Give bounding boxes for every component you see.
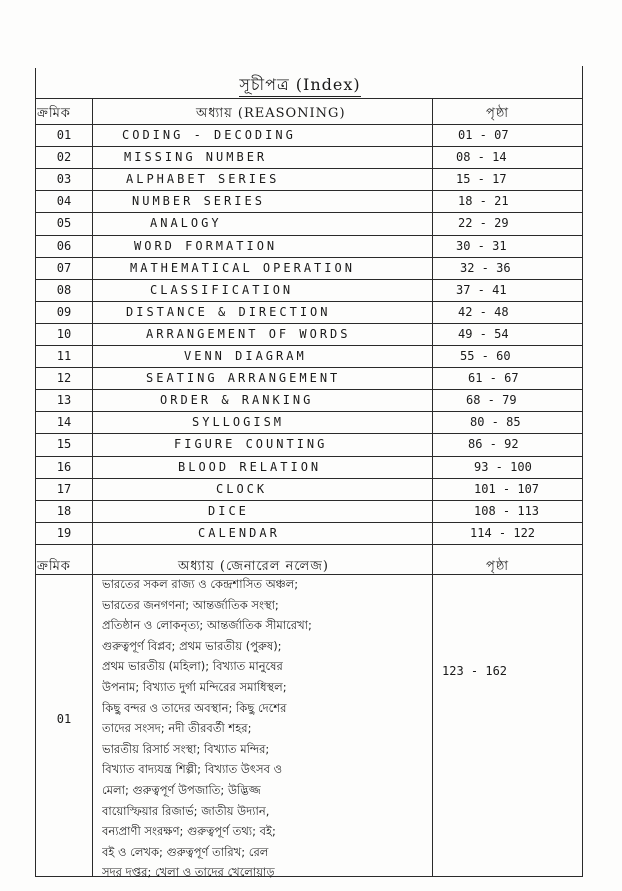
gk-topic-line: মেলা; গুরুত্বপূর্ণ উপজাতি; উদ্ভিজ্জ [102,782,261,797]
row-pages: 114 - 122 [470,526,536,540]
row-line [35,522,583,523]
row-pages: 08 - 14 [456,150,507,164]
row-topic: NUMBER SERIES [132,194,265,208]
row-pages: 18 - 21 [458,194,509,208]
row-topic: ANALOGY [150,216,222,230]
row-pages: 80 - 85 [470,415,521,429]
gk-topic-line: প্রথম ভারতীয় (মহিলা); বিখ্যাত মানুষের [102,659,283,674]
row-pages: 32 - 36 [460,261,511,275]
header-chapter: অধ্যায় (REASONING) [196,106,346,121]
table-right-border [582,66,583,876]
row-number: 03 [56,172,72,186]
row-topic: WORD FORMATION [134,239,278,253]
row-topic: SYLLOGISM [192,415,285,429]
row-topic: ORDER & RANKING [160,393,314,407]
gk-topic-line: ভারতের সকল রাজ্য ও কেন্দ্রশাসিত অঞ্চল; [102,577,299,591]
header-serial: ক্রমিক [37,106,71,121]
row-pages: 22 - 29 [458,216,509,230]
row-pages: 108 - 113 [474,504,540,518]
row-number: 17 [56,482,72,496]
row-pages: 61 - 67 [468,371,519,385]
row-line [35,345,583,346]
gk-topic-line: বিখ্যাত বাদ্যযন্ত্র শিল্পী; বিখ্যাত উৎসব ও [102,762,283,777]
gk-topic-line: ভারতীয় রিসার্চ সংস্থা; বিখ্যাত মন্দির; [102,741,270,756]
row-number: 07 [56,261,72,275]
row-pages: 37 - 41 [456,283,507,297]
row-number: 09 [56,305,72,319]
page-title: সূচীপত্র (Index) [200,72,400,99]
row-number: 10 [56,327,72,341]
row-pages: 93 - 100 [474,460,532,474]
row-pages: 68 - 79 [466,393,517,407]
gk-header-chapter: অধ্যায় (জেনারেল নলেজ) [178,559,329,574]
column-divider-pages [432,98,433,876]
row-line [35,98,583,99]
row-line [35,433,583,434]
row-number: 02 [56,150,72,164]
row-line [35,389,583,390]
gk-topic-line: বায়োস্ফিয়ার রিজার্ভ; জাতীয় উদ্যান, [102,803,270,818]
column-divider-serial [92,98,93,876]
row-line [35,478,583,479]
row-topic: ARRANGEMENT OF WORDS [146,327,351,341]
row-topic: CALENDAR [198,526,280,540]
row-topic: DISTANCE & DIRECTION [126,305,331,319]
row-line [35,411,583,412]
row-topic: SEATING ARRANGEMENT [146,371,341,385]
header-page: পৃষ্ঠা [486,106,510,121]
row-number: 08 [56,283,72,297]
row-number: 06 [56,239,72,253]
row-number: 19 [56,526,72,540]
gk-header-page: পৃষ্ঠা [486,559,510,574]
row-topic: FIGURE COUNTING [174,437,328,451]
row-line [35,212,583,213]
row-topic: VENN DIAGRAM [184,349,307,363]
gk-topic-line: সদর দপ্তর; খেলা ও তাদের খেলোয়াড় [102,865,275,880]
gk-topic-line: তাদের সংসদ; নদী তীরবর্তী শহর; [102,721,252,736]
gk-topic-line: প্রতিষ্ঠান ও লোকনৃত্য; আন্তর্জাতিক সীমারেখা; [102,618,312,633]
row-number: 05 [56,216,72,230]
row-line [35,323,583,324]
row-number: 18 [56,504,72,518]
row-number: 01 [56,128,72,142]
row-number: 13 [56,393,72,407]
row-topic: CLOCK [216,482,268,496]
row-number: 14 [56,415,72,429]
row-number: 15 [56,437,72,451]
gk-topic-line: কিছু বন্দর ও তাদের অবস্থান; কিছু দেশের [102,700,287,715]
gk-topic-line: বন্যপ্রাণী সংরক্ষণ; গুরুত্বপূর্ণ তথ্য; বই; [102,824,276,839]
row-pages: 86 - 92 [468,437,519,451]
row-topic: CODING - DECODING [122,128,296,142]
row-topic: MISSING NUMBER [124,150,268,164]
row-pages: 55 - 60 [460,349,511,363]
row-line [35,456,583,457]
row-line [35,190,583,191]
row-pages: 101 - 107 [474,482,540,496]
gk-topic-line: ভারতের জনগণনা; আন্তর্জাতিক সংস্থা; [102,597,279,612]
gk-row-number: 01 [56,712,72,726]
row-topic: ALPHABET SERIES [126,172,280,186]
gk-topic-line: উপনাম; বিখ্যাত দুর্গা মন্দিরের সমাধিস্থল; [102,679,287,694]
row-pages: 15 - 17 [456,172,507,186]
row-number: 11 [56,349,72,363]
row-line [35,301,583,302]
gk-topic-line: বই ও লেখক; গুরুত্বপূর্ণ তারিখ; রেল [102,844,269,859]
row-pages: 01 - 07 [458,128,509,142]
row-topic: CLASSIFICATION [150,283,294,297]
row-topic: DICE [208,504,249,518]
row-line [35,235,583,236]
row-pages: 49 - 54 [458,327,509,341]
row-topic: MATHEMATICAL OPERATION [130,261,355,275]
row-number: 16 [56,460,72,474]
row-number: 04 [56,194,72,208]
row-topic: BLOOD RELATION [178,460,322,474]
row-pages: 30 - 31 [456,239,507,253]
row-pages: 42 - 48 [458,305,509,319]
gk-topic-line: গুরুত্বপূর্ণ বিপ্লব; প্রথম ভারতীয় (পুরুষ); [102,638,282,653]
gk-header-serial: ক্রমিক [37,559,71,574]
row-line [35,168,583,169]
row-line [35,279,583,280]
row-line [35,500,583,501]
gk-row-pages: 123 - 162 [442,664,508,678]
row-line [35,257,583,258]
gk-topics-list [102,574,426,883]
row-number: 12 [56,371,72,385]
row-line [35,146,583,147]
row-line [35,544,583,545]
row-line [35,367,583,368]
